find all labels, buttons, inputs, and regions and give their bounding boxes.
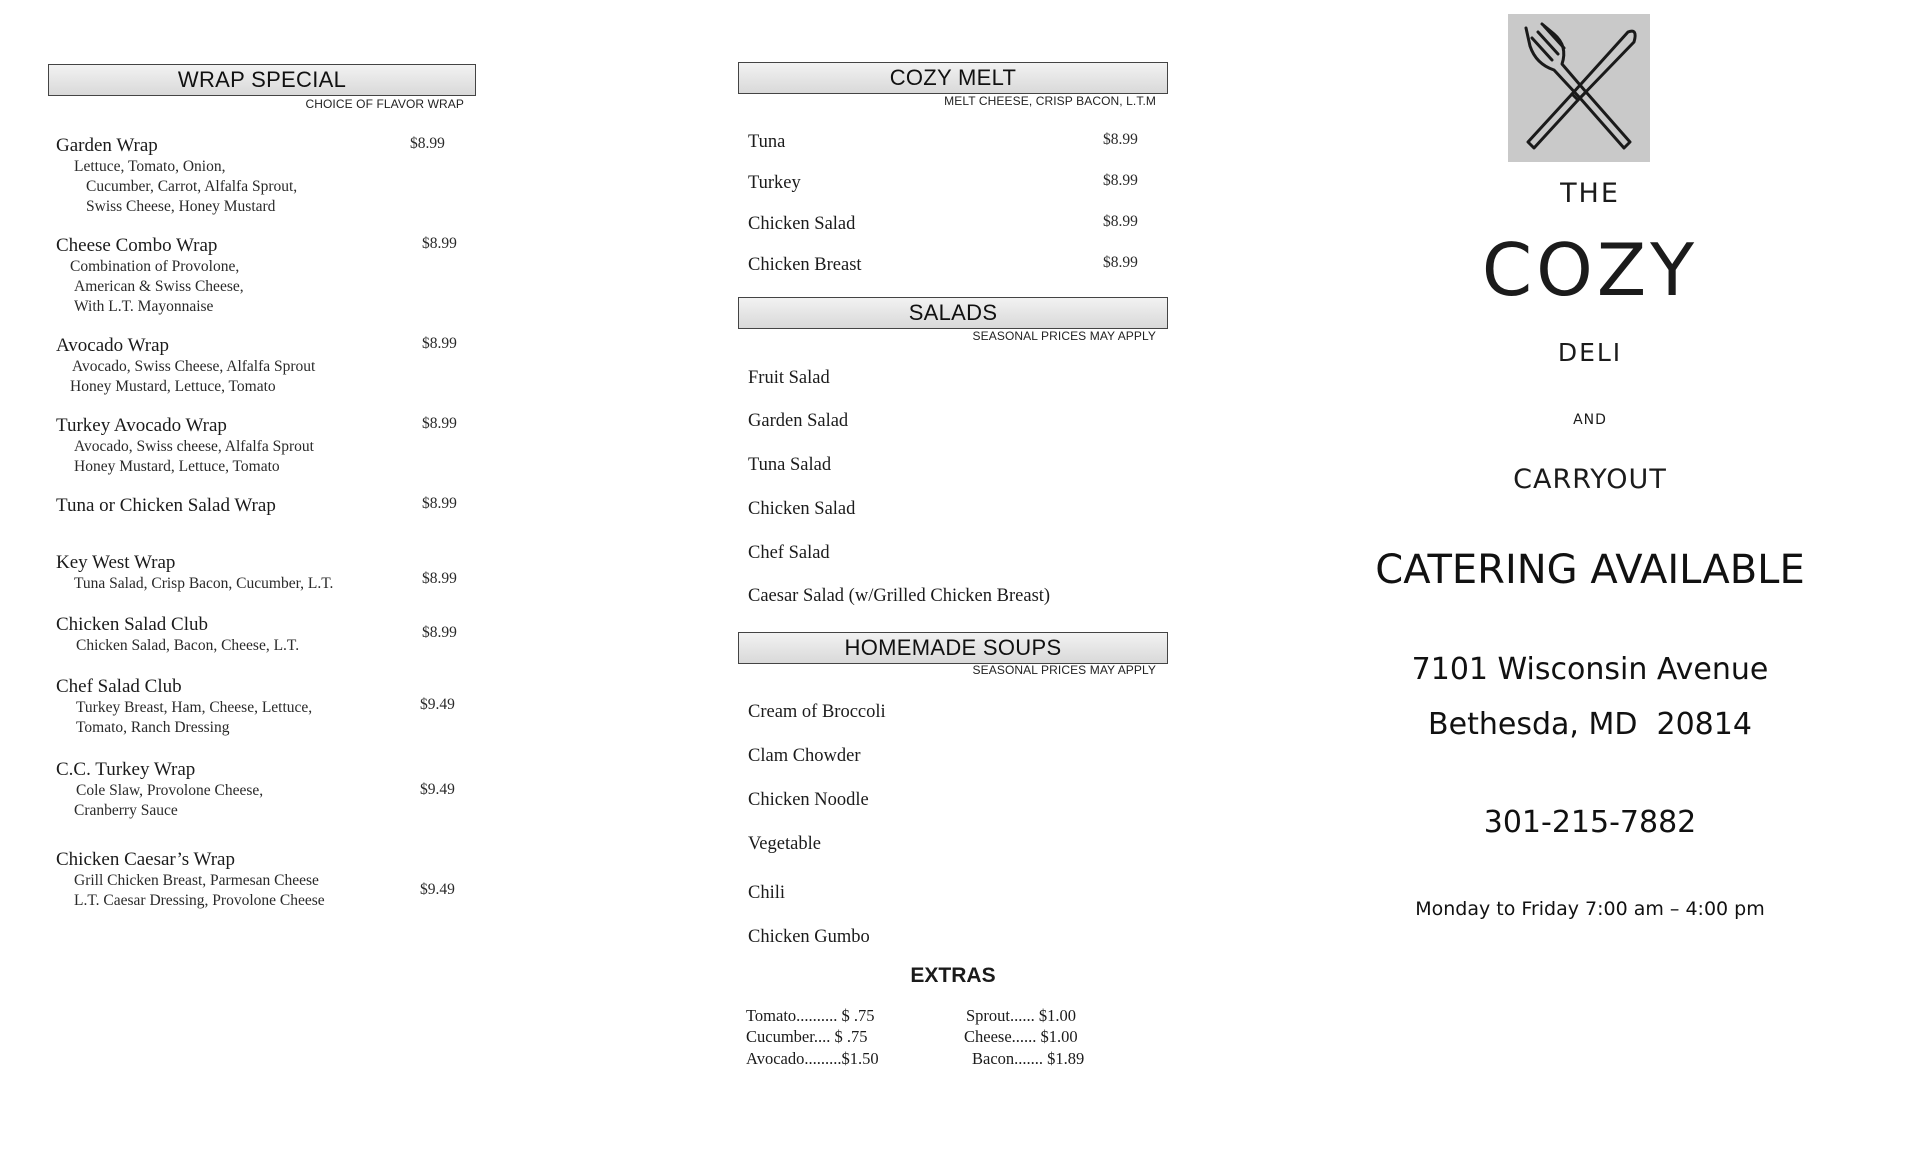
item-price: $8.99 <box>1103 254 1138 271</box>
menu-item: Caesar Salad (w/Grilled Chicken Breast) <box>748 586 1051 606</box>
menu-item: Chicken Salad <box>748 214 856 234</box>
menu-item: Turkey <box>748 173 801 193</box>
item-price: $8.99 <box>422 495 457 512</box>
item-price: $8.99 <box>410 135 445 152</box>
menu-item: Clam Chowder <box>748 746 861 766</box>
menu-item <box>56 495 476 517</box>
item-desc: Combination of Provolone, <box>70 258 240 275</box>
item-price: $8.99 <box>422 235 457 252</box>
item-desc: Avocado, Swiss cheese, Alfalfa Sprout <box>74 438 314 455</box>
item-desc: Tomato, Ranch Dressing <box>76 719 230 736</box>
soups-title: HOMEMADE SOUPS <box>738 632 1168 664</box>
item-name: Chicken Salad Club <box>56 614 208 635</box>
menu-item: Cream of Broccoli <box>748 702 886 722</box>
item-price: $8.99 <box>422 570 457 587</box>
menu-item: Chef Salad <box>748 543 830 563</box>
extra-item: Sprout...... $1.00 <box>966 1006 1077 1025</box>
catering-heading: CATERING AVAILABLE <box>1375 547 1805 593</box>
item-price: $9.49 <box>420 696 455 713</box>
item-desc: Honey Mustard, Lettuce, Tomato <box>74 458 280 475</box>
business-hours: Monday to Friday 7:00 am – 4:00 pm <box>1415 898 1765 920</box>
item-desc: Avocado, Swiss Cheese, Alfalfa Sprout <box>72 358 316 375</box>
item-desc: Swiss Cheese, Honey Mustard <box>86 198 276 215</box>
address-line-1: 7101 Wisconsin Avenue <box>1411 652 1769 687</box>
menu-item: Chicken Noodle <box>748 790 869 810</box>
item-name: Avocado Wrap <box>56 335 170 356</box>
brand-and: AND <box>1573 412 1607 428</box>
menu-item: Garden Salad <box>748 411 849 431</box>
item-name: Tuna or Chicken Salad Wrap <box>56 495 276 516</box>
logo <box>1508 14 1650 162</box>
menu-item: Chicken Breast <box>748 255 862 275</box>
extras-title: EXTRAS <box>910 964 996 987</box>
item-desc: Chicken Salad, Bacon, Cheese, L.T. <box>76 637 300 654</box>
item-desc: American & Swiss Cheese, <box>74 278 244 295</box>
item-name: Chef Salad Club <box>56 676 182 697</box>
menu-item <box>56 235 476 317</box>
item-desc: Lettuce, Tomato, Onion, <box>74 158 226 175</box>
item-desc: Honey Mustard, Lettuce, Tomato <box>70 378 276 395</box>
item-price: $8.99 <box>1103 131 1138 148</box>
menu-item <box>56 335 476 397</box>
item-desc: Cole Slaw, Provolone Cheese, <box>76 782 264 799</box>
item-name: Chicken Caesar’s Wrap <box>56 849 235 870</box>
item-desc: With L.T. Mayonnaise <box>74 298 214 315</box>
menu-item: Vegetable <box>748 834 821 854</box>
item-desc: Tuna Salad, Crisp Bacon, Cucumber, L.T. <box>74 575 334 592</box>
menu-item <box>56 552 476 594</box>
address-line-2: Bethesda, MD 20814 <box>1428 707 1752 742</box>
item-name: Key West Wrap <box>56 552 176 573</box>
item-price: $8.99 <box>1103 172 1138 189</box>
item-price: $8.99 <box>422 335 457 352</box>
phone-number: 301-215-7882 <box>1483 805 1697 840</box>
menu-item <box>56 759 476 821</box>
extra-item: Tomato.......... $ .75 <box>746 1006 875 1025</box>
wrap-special-title: WRAP SPECIAL <box>48 64 476 96</box>
menu-item: Chicken Salad <box>748 499 856 519</box>
item-name: C.C. Turkey Wrap <box>56 759 196 780</box>
brand-cozy: COZY <box>1481 228 1699 312</box>
cozy-melt-subtitle: MELT CHEESE, CRISP BACON, L.T.M <box>944 94 1156 108</box>
cozy-melt-title: COZY MELT <box>738 62 1168 94</box>
wrap-special-subtitle: CHOICE OF FLAVOR WRAP <box>305 97 464 111</box>
item-name: Garden Wrap <box>56 135 158 156</box>
menu-item <box>56 676 476 738</box>
soups-subtitle: SEASONAL PRICES MAY APPLY <box>972 663 1156 677</box>
menu-item: Fruit Salad <box>748 368 830 388</box>
item-price: $9.49 <box>420 781 455 798</box>
brand-the: THE <box>1560 178 1620 209</box>
item-desc: L.T. Caesar Dressing, Provolone Cheese <box>74 892 325 909</box>
item-name: Cheese Combo Wrap <box>56 235 218 256</box>
menu-item <box>56 849 476 911</box>
brand-carryout: CARRYOUT <box>1513 464 1667 495</box>
salads-title: SALADS <box>738 297 1168 329</box>
item-desc: Grill Chicken Breast, Parmesan Cheese <box>74 872 319 889</box>
item-name: Turkey Avocado Wrap <box>56 415 227 436</box>
menu-item <box>56 135 476 217</box>
salads-subtitle: SEASONAL PRICES MAY APPLY <box>972 329 1156 343</box>
item-desc: Cucumber, Carrot, Alfalfa Sprout, <box>86 178 298 195</box>
menu-item <box>56 614 476 656</box>
extra-item: Avocado.........$1.50 <box>746 1049 879 1068</box>
item-price: $8.99 <box>1103 213 1138 230</box>
extra-item: Cucumber.... $ .75 <box>746 1027 868 1046</box>
item-price: $9.49 <box>420 881 455 898</box>
extra-item: Bacon....... $1.89 <box>972 1049 1085 1068</box>
menu-item: Tuna Salad <box>748 455 832 475</box>
fork-knife-icon <box>1508 14 1650 162</box>
menu-item: Chili <box>748 883 786 903</box>
item-desc: Cranberry Sauce <box>74 802 178 819</box>
menu-item: Tuna <box>748 132 786 152</box>
item-desc: Turkey Breast, Ham, Cheese, Lettuce, <box>76 699 313 716</box>
menu-item: Chicken Gumbo <box>748 927 870 947</box>
extra-item: Cheese...... $1.00 <box>964 1027 1078 1046</box>
menu-item <box>56 415 476 477</box>
item-price: $8.99 <box>422 624 457 641</box>
item-price: $8.99 <box>422 415 457 432</box>
brand-deli: DELI <box>1557 338 1623 367</box>
